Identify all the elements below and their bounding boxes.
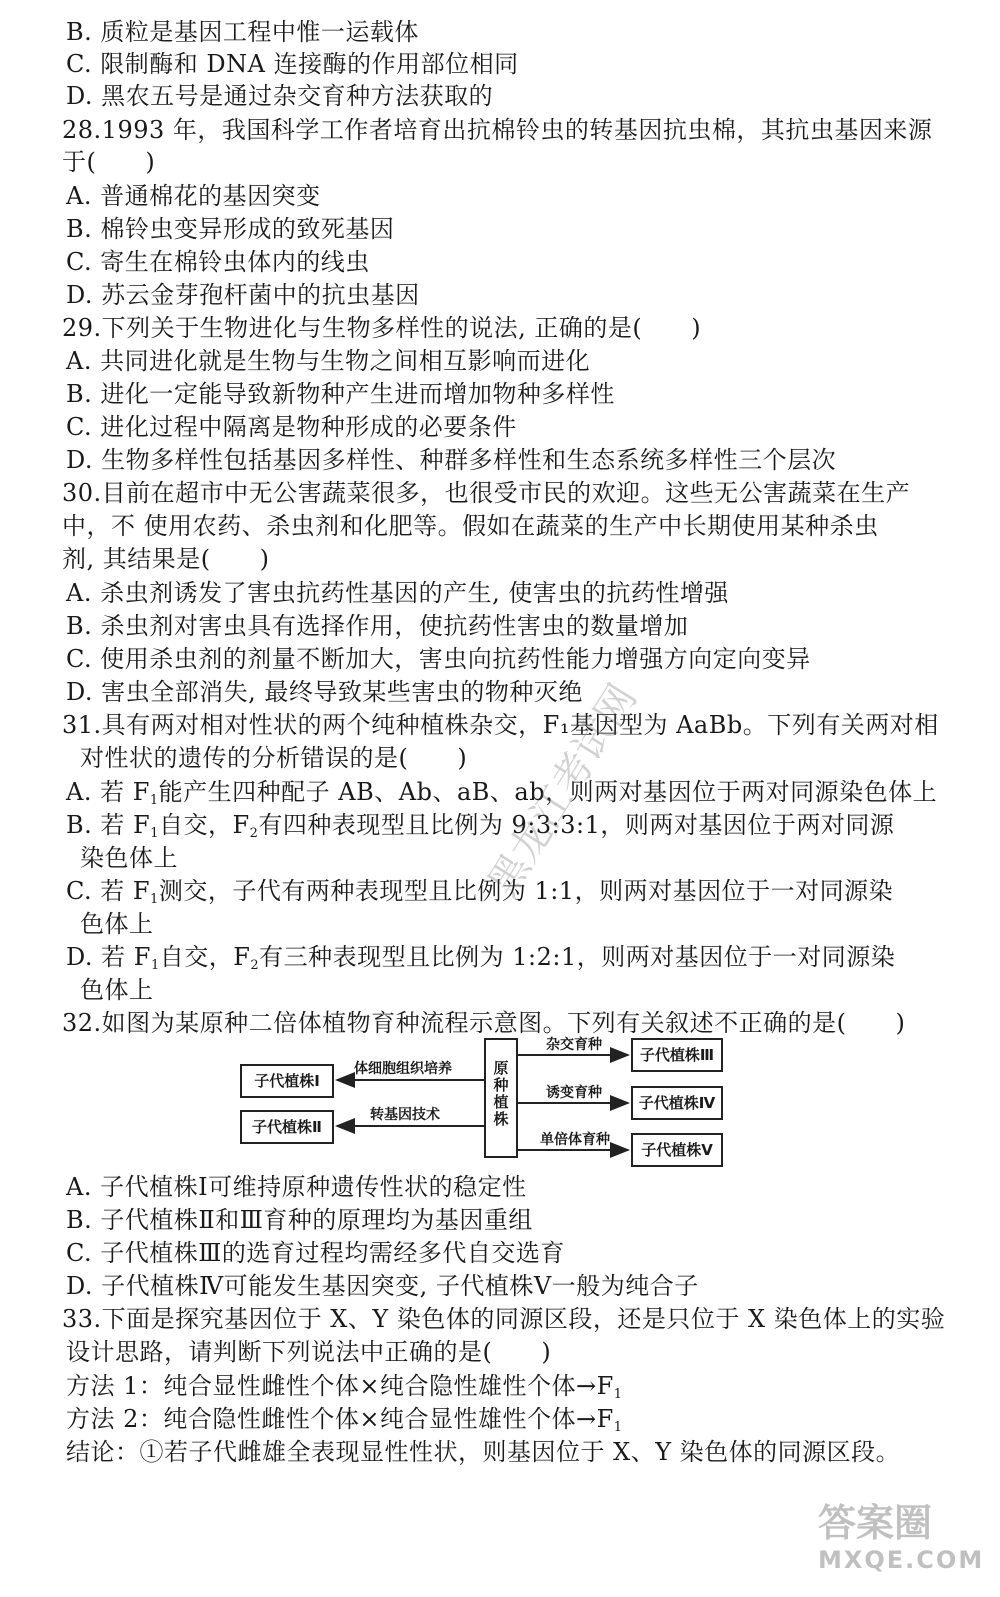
q31-c-prefix: C. 若 F: [66, 877, 151, 905]
offspring-3-box: 子代植株Ⅲ: [631, 1038, 723, 1072]
subscript: 1: [613, 1387, 623, 1402]
q29-stem: 29.下列关于生物进化与生物多样性的说法, 正确的是( ): [62, 314, 702, 342]
q31-option-d-cont: 色体上: [80, 976, 154, 1004]
q31-option-b: [66, 809, 894, 850]
offspring-4-box: 子代植株Ⅳ: [631, 1086, 723, 1120]
offspring-5-box: 子代植株Ⅴ: [631, 1133, 723, 1167]
q31-a-prefix: A. 若 F: [66, 778, 150, 806]
q29-option-a: A. 共同进化就是生物与生物之间相互影响而进化: [66, 347, 591, 375]
q31-option-d: [66, 941, 895, 982]
q32-option-b: B. 子代植株Ⅱ和Ⅲ育种的原理均为基因重组: [66, 1206, 533, 1234]
q27-option-b: B. 质粒是基因工程中惟一运载体: [66, 18, 419, 46]
q30-option-a: A. 杀虫剂诱发了害虫抗药性基因的产生, 使害虫的抗药性增强: [66, 579, 729, 607]
q29-option-b: B. 进化一定能导致新物种产生进而增加物种多样性: [66, 380, 615, 408]
q31-d-text: 有三种表现型且比例为 1:2:1，则两对基因位于一对同源染: [259, 943, 896, 971]
q28-option-a: A. 普通棉花的基因突变: [66, 182, 321, 210]
hybrid-breeding-label: 杂交育种: [546, 1037, 602, 1053]
q32-stem: 32.如图为某原种二倍体植物育种流程示意图。下列有关叙述不正确的是( ): [62, 1009, 906, 1037]
q28-stem-line2: 于( ): [62, 148, 156, 176]
q32-option-a: A. 子代植株Ⅰ可维持原种遗传性状的稳定性: [66, 1173, 527, 1201]
q28-option-b: B. 棉铃虫变异形成的致死基因: [66, 215, 395, 243]
q33-stem-line1: 33.下面是探究基因位于 X、Y 染色体的同源区段，还是只位于 X 染色体上的实验: [62, 1305, 946, 1333]
watermark-logo: 答案圈: [818, 1501, 933, 1545]
q30-option-b: B. 杀虫剂对害虫具有选择作用，使抗药性害虫的数量增加: [66, 612, 689, 640]
q31-d-prefix: D. 若 F: [66, 943, 151, 971]
transgenic-label: 转基因技术: [370, 1107, 440, 1123]
q31-option-b-cont: 染色体上: [80, 844, 178, 872]
subscript: 2: [250, 958, 260, 973]
haploid-breeding-label: 单倍体育种: [540, 1132, 610, 1148]
q29-option-d: D. 生物多样性包括基因多样性、种群多样性和生态系统多样性三个层次: [66, 446, 837, 474]
q33-stem-line2: 设计思路，请判断下列说法中正确的是( ): [66, 1338, 552, 1366]
original-plant-box: [484, 1038, 518, 1158]
q32-option-d: D. 子代植株Ⅳ可能发生基因突变, 子代植株Ⅴ一般为纯合子: [66, 1272, 699, 1300]
q31-d-mid: 自交，F: [159, 943, 251, 971]
q31-option-c: [66, 875, 893, 916]
watermark-text: 黑龙江考试网: [479, 676, 647, 905]
subscript: 1: [149, 793, 159, 808]
q29-option-c: C. 进化过程中隔离是物种形成的必要条件: [66, 413, 517, 441]
q31-b-mid: 自交，F: [158, 811, 250, 839]
q31-option-c-cont: 色体上: [80, 910, 154, 938]
mutation-breeding-label: 诱变育种: [546, 1085, 602, 1101]
subscript: 2: [249, 826, 259, 841]
q30-option-d: D. 害虫全部消失, 最终导致某些害虫的物种灭绝: [66, 678, 583, 706]
method-1-text: 方法 1：纯合显性雌性个体×纯合隐性雄性个体→F: [66, 1372, 614, 1400]
q30-stem-line1: 30.目前在超市中无公害蔬菜很多，也很受市民的欢迎。这些无公害蔬菜在生产: [62, 479, 911, 507]
q27-option-c: C. 限制酶和 DNA 连接酶的作用部位相同: [66, 50, 519, 78]
q28-option-c: C. 寄生在棉铃虫体内的线虫: [66, 248, 370, 276]
q28-stem-line1: 28.1993 年，我国科学工作者培育出抗棉铃虫的转基因抗虫棉，其抗虫基因来源: [62, 116, 933, 144]
q27-option-d: D. 黑农五号是通过杂交育种方法获取的: [66, 82, 494, 110]
subscript: 1: [613, 1420, 623, 1435]
original-plant-label: 原种植株: [491, 1060, 510, 1128]
subscript: 1: [150, 892, 159, 907]
q31-a-text: 能产生四种配子 AB、Ab、aB、ab，则两对基因位于两对同源染色体上: [158, 778, 938, 806]
tissue-culture-label: 体细胞组织培养: [354, 1061, 452, 1077]
offspring-1-box: 子代植株Ⅰ: [240, 1064, 334, 1098]
q33-conclusion: 结论：①若子代雌雄全表现显性性状，则基因位于 X、Y 染色体的同源区段。: [66, 1438, 901, 1466]
q30-stem-line3: 剂, 其结果是( ): [62, 545, 270, 573]
q31-stem-line2: 对性状的遗传的分析错误的是( ): [80, 744, 468, 772]
q31-b-text: 有四种表现型且比例为 9:3:3:1，则两对基因位于两对同源: [258, 811, 895, 839]
q28-option-d: D. 苏云金芽孢杆菌中的抗虫基因: [66, 281, 420, 309]
q32-option-c: C. 子代植株Ⅲ的选育过程均需经多代自交选育: [66, 1239, 565, 1267]
watermark-logo-url: MXQE.COM: [818, 1546, 985, 1574]
method-2-text: 方法 2：纯合隐性雌性个体×纯合显性雄性个体→F: [66, 1405, 614, 1433]
q30-stem-line2: 中，不 使用农药、杀虫剂和化肥等。假如在蔬菜的生产中长期使用某种杀虫: [62, 512, 879, 540]
q30-option-c: C. 使用杀虫剂的剂量不断加大，害虫向抗药性能力增强方向定向变异: [66, 645, 811, 673]
subscript: 1: [150, 958, 160, 973]
q31-c-text: 测交，子代有两种表现型且比例为 1:1，则两对基因位于一对同源染: [158, 877, 894, 905]
q31-stem-line1: 31.具有两对相对性状的两个纯种植株杂交，F₁基因型为 AaBb。下列有关两对相: [62, 711, 939, 739]
q31-b-prefix: B. 若 F: [66, 811, 151, 839]
offspring-2-box: 子代植株Ⅱ: [240, 1110, 334, 1144]
subscript: 1: [150, 826, 159, 841]
